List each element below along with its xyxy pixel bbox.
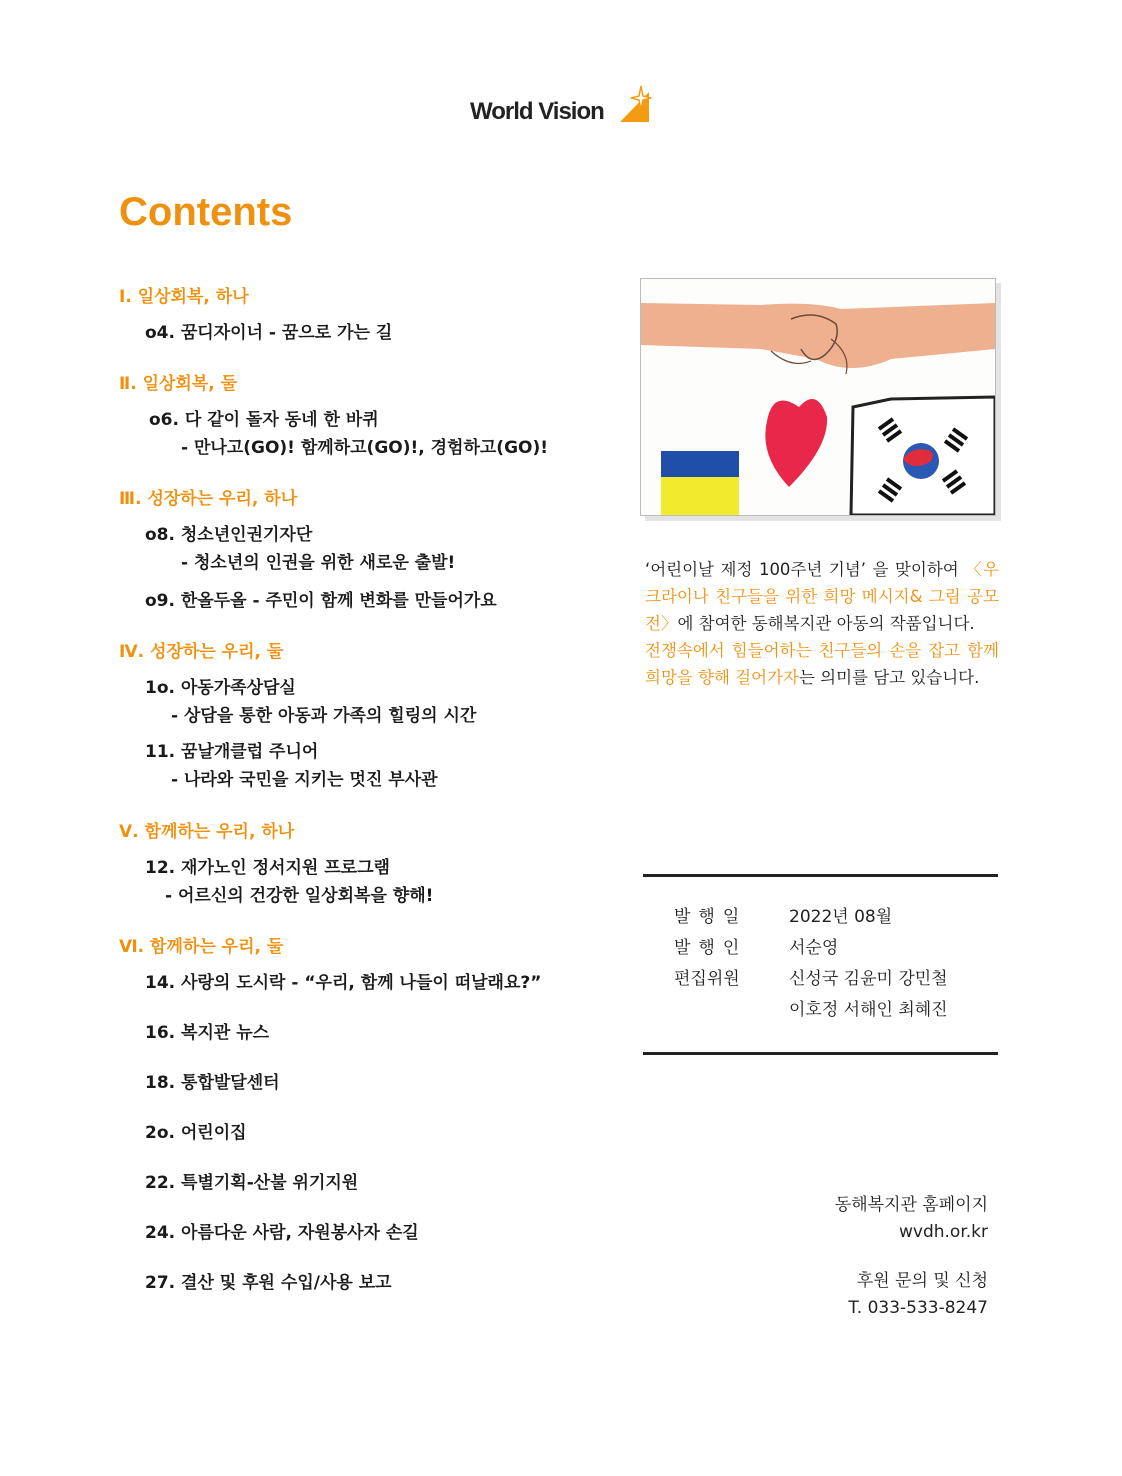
editors: 이호정 서해인 최혜진 [789, 1000, 948, 1020]
toc-item[interactable]: 11. 꿈날개클럽 주니어 [145, 742, 319, 762]
toc-section-6 [119, 932, 541, 1297]
date-label: 발행일 [674, 907, 748, 927]
toc-item-subtitle: - 어르신의 건강한 일상회복을 향해! [165, 886, 434, 906]
toc-item[interactable]: 22. 특별기획-산불 위기지원 [145, 1173, 359, 1193]
publisher-label: 발행인 [674, 938, 748, 958]
divider [643, 874, 998, 877]
divider [643, 1052, 998, 1055]
toc-item[interactable]: 2o. 어린이집 [145, 1123, 247, 1143]
caption-highlight: 전쟁속에서 힘들어하는 친구들의 손을 잡고 함께 희망을 향해 걸어가자 [645, 641, 999, 687]
toc-item[interactable]: 1o. 아동가족상담실 [145, 678, 296, 698]
editors-label: 편집위원 [674, 969, 740, 989]
child-drawing-image [640, 278, 996, 516]
publish-date: 2022년 08월 [789, 907, 893, 927]
section-title: Ⅵ. 함께하는 우리, 둘 [119, 937, 284, 957]
editors: 신성국 김윤미 강민철 [789, 969, 948, 989]
section-title: Ⅲ. 성장하는 우리, 하나 [119, 489, 298, 509]
support-info [848, 1268, 988, 1322]
toc-item[interactable]: o8. 청소년인권기자단 [145, 525, 313, 545]
star-icon [618, 84, 652, 126]
page-title: Contents [119, 190, 293, 234]
toc-item[interactable]: 14. 사랑의 도시락 - “우리, 함께 나들이 떠날래요?” [145, 973, 542, 993]
toc-item[interactable]: o4. 꿈디자이너 - 꿈으로 가는 길 [145, 323, 393, 343]
homepage-label: 동해복지관 홈페이지 [834, 1195, 988, 1215]
image-caption [645, 556, 999, 691]
toc-item[interactable]: 24. 아름다운 사람, 자원봉사자 손길 [145, 1223, 419, 1243]
toc-item-subtitle: - 나라와 국민을 지키는 멋진 부사관 [171, 770, 438, 790]
toc-item[interactable]: o6. 다 같이 돌자 동네 한 바퀴 [149, 410, 379, 430]
toc-item-subtitle: - 만나고(GO)! 함께하고(GO)!, 경험하고(GO)! [181, 438, 549, 458]
section-title: Ⅴ. 함께하는 우리, 하나 [119, 822, 295, 842]
phone-number[interactable]: T. 033-533-8247 [848, 1298, 988, 1318]
caption-highlight: 〈우크라이나 친구들을 위한 희망 메시지& 그림 공모전〉 [645, 560, 999, 633]
section-title: Ⅱ. 일상회복, 둘 [119, 374, 238, 394]
toc-item-subtitle: - 청소년의 인권을 위한 새로운 출발! [181, 553, 456, 573]
section-title: Ⅰ. 일상회복, 하나 [119, 287, 249, 307]
homepage-link[interactable]: wvdh.or.kr [898, 1222, 988, 1242]
toc-section-4 [119, 637, 476, 794]
toc-item[interactable]: 16. 복지관 뉴스 [145, 1023, 270, 1043]
colophon [674, 902, 948, 1026]
toc-section-1 [119, 282, 392, 347]
toc-item[interactable]: 12. 재가노인 정서지원 프로그램 [145, 858, 390, 878]
toc-section-3 [119, 484, 497, 615]
toc-section-2 [119, 369, 548, 462]
support-label: 후원 문의 및 신청 [856, 1271, 988, 1291]
toc-section-5 [119, 817, 433, 910]
section-title: Ⅳ. 성장하는 우리, 둘 [119, 642, 284, 662]
publisher: 서순영 [789, 938, 839, 958]
toc-item[interactable]: 18. 통합발달센터 [145, 1073, 280, 1093]
toc-item-subtitle: - 상담을 통한 아동과 가족의 힐링의 시간 [171, 706, 477, 726]
toc-item[interactable]: o9. 한올두올 - 주민이 함께 변화를 만들어가요 [145, 591, 497, 611]
caption-line: ‘어린이날 제정 100주년 기념’ 을 맞이하여 [645, 560, 959, 579]
handshake-drawing [641, 279, 995, 515]
caption-text: 는 의미를 담고 있습니다. [798, 668, 980, 687]
homepage-info [835, 1192, 988, 1246]
toc-item[interactable]: 27. 결산 및 후원 수입/사용 보고 [145, 1273, 392, 1293]
caption-text: 에 참여한 동해복지관 아동의 작품입니다. [677, 614, 975, 633]
logo-text: World Vision [470, 98, 604, 125]
